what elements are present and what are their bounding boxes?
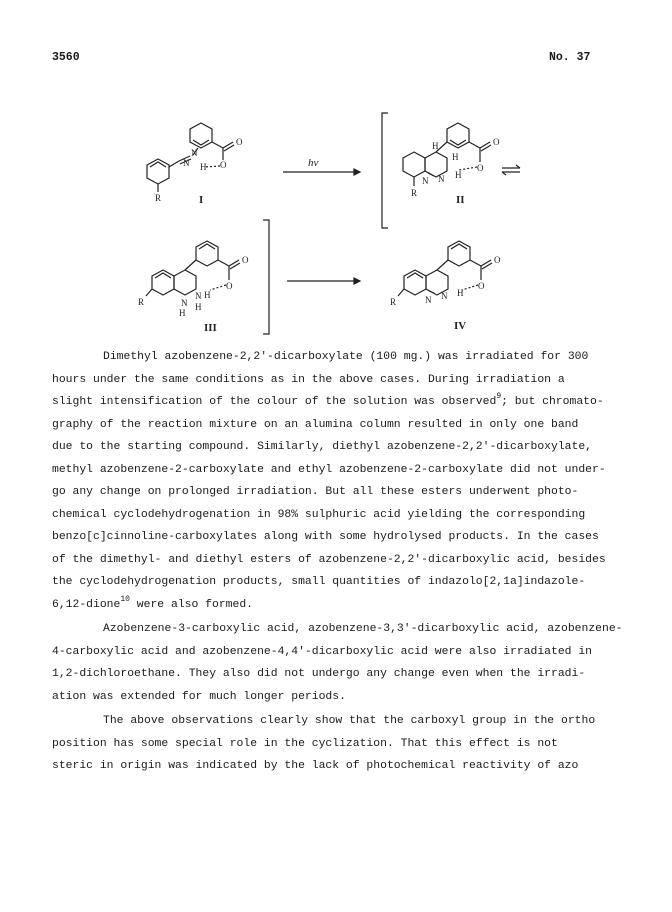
compound-IV-ring-left-inner <box>407 273 423 278</box>
compound-II-ring-right-inner <box>450 140 466 145</box>
compound-IV-R-bond <box>398 289 404 296</box>
text-span: slight intensification of the colour of the solution was observed <box>52 396 497 408</box>
text-line: graphy of the reaction mixture on an alumina column resulted in only one band <box>52 418 579 431</box>
compound-II-O-hydroxyl: O <box>477 163 484 173</box>
page-number: 3560 <box>52 51 80 64</box>
bracket-right <box>263 220 269 334</box>
compound-III-R-atom: R <box>138 297 145 307</box>
compound-I-bond-ring-N1 <box>169 161 179 167</box>
compound-II-H-atom: H <box>455 170 462 180</box>
compound-III-N2-atom: N <box>195 291 202 301</box>
text-span: were also formed. <box>129 598 254 611</box>
compound-II-N1-atom: N <box>422 176 429 186</box>
text-line: The above observations clearly show that the carboxyl group in the ortho <box>103 715 596 727</box>
compound-II-ring-right <box>447 123 469 148</box>
text-line <box>52 391 632 414</box>
text-line: 4-carboxylic acid and azobenzene-4,4'-dicarboxylic acid were also irradiated in <box>52 645 593 658</box>
text-line: chemical cyclodehydrogenation in 98% sulphuric acid yielding the corresponding <box>52 508 586 521</box>
compound-IV-O-hydroxyl: O <box>478 281 485 291</box>
compound-IV-O-carbonyl: O <box>494 255 501 265</box>
body-text <box>52 346 632 778</box>
text-line: go any change on prolonged irradiation. But all these esters underwent photo- <box>52 486 579 498</box>
text-line: Azobenzene-3-carboxylic acid, azobenzene-3,3'-dicarboxylic acid, azobenzene- <box>103 623 623 635</box>
compound-III-ring-left <box>152 270 174 295</box>
text-span: 6,12-dione <box>52 598 121 611</box>
compound-I-label: I <box>199 194 204 206</box>
compound-II <box>403 123 491 186</box>
text-line: steric in origin was indicated by the lack of photochemical reactivity of azo <box>52 760 579 772</box>
compound-II-R-atom: R <box>411 188 418 198</box>
compound-III-cc-bond <box>185 260 196 270</box>
compound-III-R-bond <box>146 289 152 296</box>
compound-III-ring-right <box>196 241 218 266</box>
compound-III-ring-center <box>174 270 196 295</box>
compound-IV-R-atom: R <box>390 297 397 307</box>
compound-IV-N2-atom: N <box>441 291 448 301</box>
text-line: due to the starting compound. Similarly, diethyl azobenzene-2,2'-dicarboxylate, <box>52 441 593 453</box>
compound-I-R-atom: R <box>155 193 162 203</box>
compound-I-H-atom: H <box>200 162 207 172</box>
compound-IV-ring-left <box>404 270 426 295</box>
journal-issue-number: No. 37 <box>549 51 591 64</box>
irradiation-label: hν <box>308 157 319 169</box>
compound-II-carboxyl-bond <box>469 142 480 148</box>
oxidation-arrow <box>287 278 360 284</box>
compound-I-N1-atom: N <box>183 158 190 168</box>
compound-I-ring-right-inner <box>193 140 209 145</box>
compound-III-H-2: H <box>195 302 202 312</box>
compound-IV-hbond <box>462 285 478 290</box>
bracket-left <box>382 113 388 228</box>
compound-III-carboxyl-bond <box>218 260 229 266</box>
compound-I-carboxyl-bond <box>212 142 223 148</box>
text-line: methyl azobenzene-2-carboxylate and ethyl azobenzene-2-carboxylate did not under- <box>52 463 606 476</box>
equilibrium-arrows <box>502 165 520 175</box>
compound-II-H-mid: H <box>452 152 459 162</box>
compound-III-N1-atom: N <box>181 298 188 308</box>
compound-II-N2-atom: N <box>438 174 445 184</box>
compound-III-O-hydroxyl: O <box>226 281 233 291</box>
compound-IV-N1-atom: N <box>425 295 432 305</box>
compound-II-H-top: H <box>432 141 439 151</box>
compound-II-hbond <box>459 167 477 170</box>
compound-II-O-carbonyl: O <box>493 137 500 147</box>
compound-III-H-3: H <box>204 290 211 300</box>
text-line: Dimethyl azobenzene-2,2'-dicarboxylate (100 mg.) was irradiated for 300 <box>103 351 589 363</box>
compound-I-O-carbonyl: O <box>236 137 243 147</box>
compound-IV-NN-double <box>429 291 434 293</box>
compound-II-ring-left <box>403 152 425 177</box>
compound-I-N2-atom: N <box>191 148 198 158</box>
compound-III-O-carbonyl: O <box>242 255 249 265</box>
compound-I-ring-right <box>190 123 212 148</box>
compound-III-ring-left-inner <box>155 273 171 278</box>
text-line <box>52 594 632 617</box>
compound-III-ring-right-inner <box>199 244 215 249</box>
text-span: ; but chromato- <box>501 396 604 408</box>
compound-III-hbond <box>210 285 226 290</box>
compound-IV-ring-right-inner <box>451 244 467 249</box>
compound-III-H-1: H <box>179 308 186 318</box>
reference-10: 10 <box>120 594 130 604</box>
compound-IV-ring-right <box>448 241 470 266</box>
text-line: ation was extended for much longer periods. <box>52 690 346 703</box>
compound-IV-carboxyl-bond <box>470 260 481 266</box>
text-line: hours under the same conditions as in the above cases. During irradiation a <box>52 373 565 386</box>
compound-IV-H-atom: H <box>457 288 464 298</box>
reaction-scheme <box>0 100 672 340</box>
text-line: of the dimethyl- and diethyl esters of azobenzene-2,2'-dicarboxylic acid, besides <box>52 553 606 566</box>
compound-IV-label: IV <box>454 320 467 332</box>
compound-I-ring-left <box>147 159 169 184</box>
text-line: the cyclodehydrogenation products, small quantities of indazolo[2,1a]indazole- <box>52 576 586 588</box>
compound-II-label: II <box>456 194 465 206</box>
compound-I-ring-left-inner <box>150 162 166 167</box>
compound-II-NN-double <box>428 173 434 176</box>
compound-III-label: III <box>204 322 217 334</box>
text-line: position has some special role in the cyclization. That this effect is not <box>52 737 558 750</box>
compound-I-O-hydroxyl: O <box>220 160 227 170</box>
text-line: 1,2-dichloroethane. They also did not undergo any change even when the irradi- <box>52 668 586 680</box>
text-line: benzo[c]cinnoline-carboxylates along with some hydrolysed products. In the cases <box>52 531 599 543</box>
reference-9: 9 <box>496 392 502 401</box>
compound-IV-cc-bond <box>437 260 448 270</box>
irradiation-arrow <box>283 169 360 175</box>
